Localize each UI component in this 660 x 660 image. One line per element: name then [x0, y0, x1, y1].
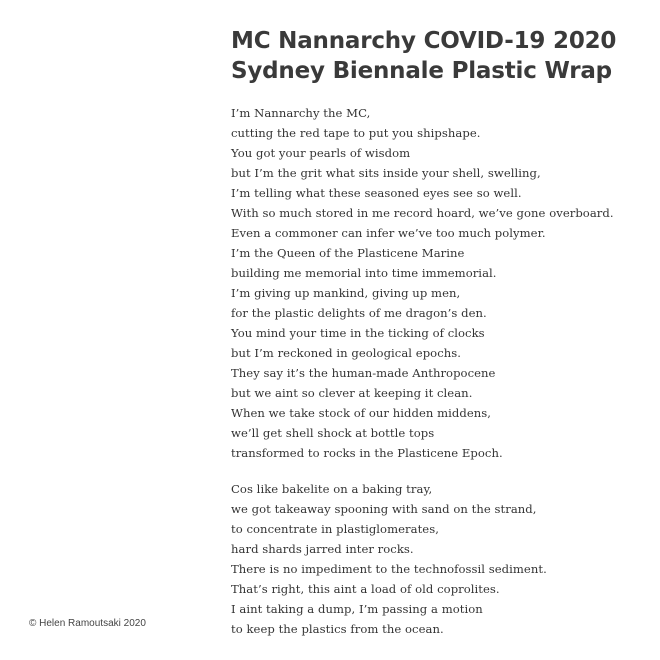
poem-line: Even a commoner can infer we’ve too much polymer. — [231, 226, 546, 240]
poem-line: but I’m reckoned in geological epochs. — [231, 346, 462, 360]
poem-line: I’m Nannarchy the MC, — [231, 106, 371, 120]
poem-line: for the plastic delights of me dragon’s den. — [231, 306, 487, 320]
poem-line: With so much stored in me record hoard, we’ve gone overboard. — [231, 206, 614, 220]
stanza-2 — [231, 479, 651, 639]
poem-line: building me memorial into time immemorial. — [231, 266, 497, 280]
poem-body — [231, 103, 651, 655]
page-title — [231, 26, 651, 86]
poem-line: cutting the red tape to put you shipshape. — [231, 126, 481, 140]
poem-line: we’ll get shell shock at bottle tops — [231, 426, 435, 440]
stanza-1 — [231, 103, 651, 463]
poem-line: There is no impediment to the technofossil sediment. — [231, 562, 547, 576]
copyright-notice: © Helen Ramoutsaki 2020 — [29, 618, 146, 629]
poem-line: we got takeaway spooning with sand on the strand, — [231, 502, 537, 516]
poem-line: I aint taking a dump, I’m passing a motion — [231, 602, 483, 616]
poem-line: to concentrate in plastiglomerates, — [231, 522, 439, 536]
poem-line: Cos like bakelite on a baking tray, — [231, 482, 433, 496]
poem-line: I’m the Queen of the Plasticene Marine — [231, 246, 465, 260]
poem-line: transformed to rocks in the Plasticene Epoch. — [231, 446, 503, 460]
poem-line: You mind your time in the ticking of clocks — [231, 326, 485, 340]
poem-line: You got your pearls of wisdom — [231, 146, 411, 160]
poem-line: to keep the plastics from the ocean. — [231, 622, 444, 636]
title-line-2: Sydney Biennale Plastic Wrap — [231, 58, 612, 84]
poem-line: hard shards jarred inter rocks. — [231, 542, 414, 556]
poem-line: I’m giving up mankind, giving up men, — [231, 286, 461, 300]
poem-line: When we take stock of our hidden middens, — [231, 406, 492, 420]
title-line-1: MC Nannarchy COVID-19 2020 — [231, 28, 617, 54]
poem-line: They say it’s the human-made Anthropocene — [231, 366, 496, 380]
poem-line: That’s right, this aint a load of old coprolites. — [231, 582, 500, 596]
poem-line: I’m telling what these seasoned eyes see so well. — [231, 186, 522, 200]
poem-line: but we aint so clever at keeping it clean. — [231, 386, 473, 400]
poem-line: but I’m the grit what sits inside your shell, swelling, — [231, 166, 541, 180]
